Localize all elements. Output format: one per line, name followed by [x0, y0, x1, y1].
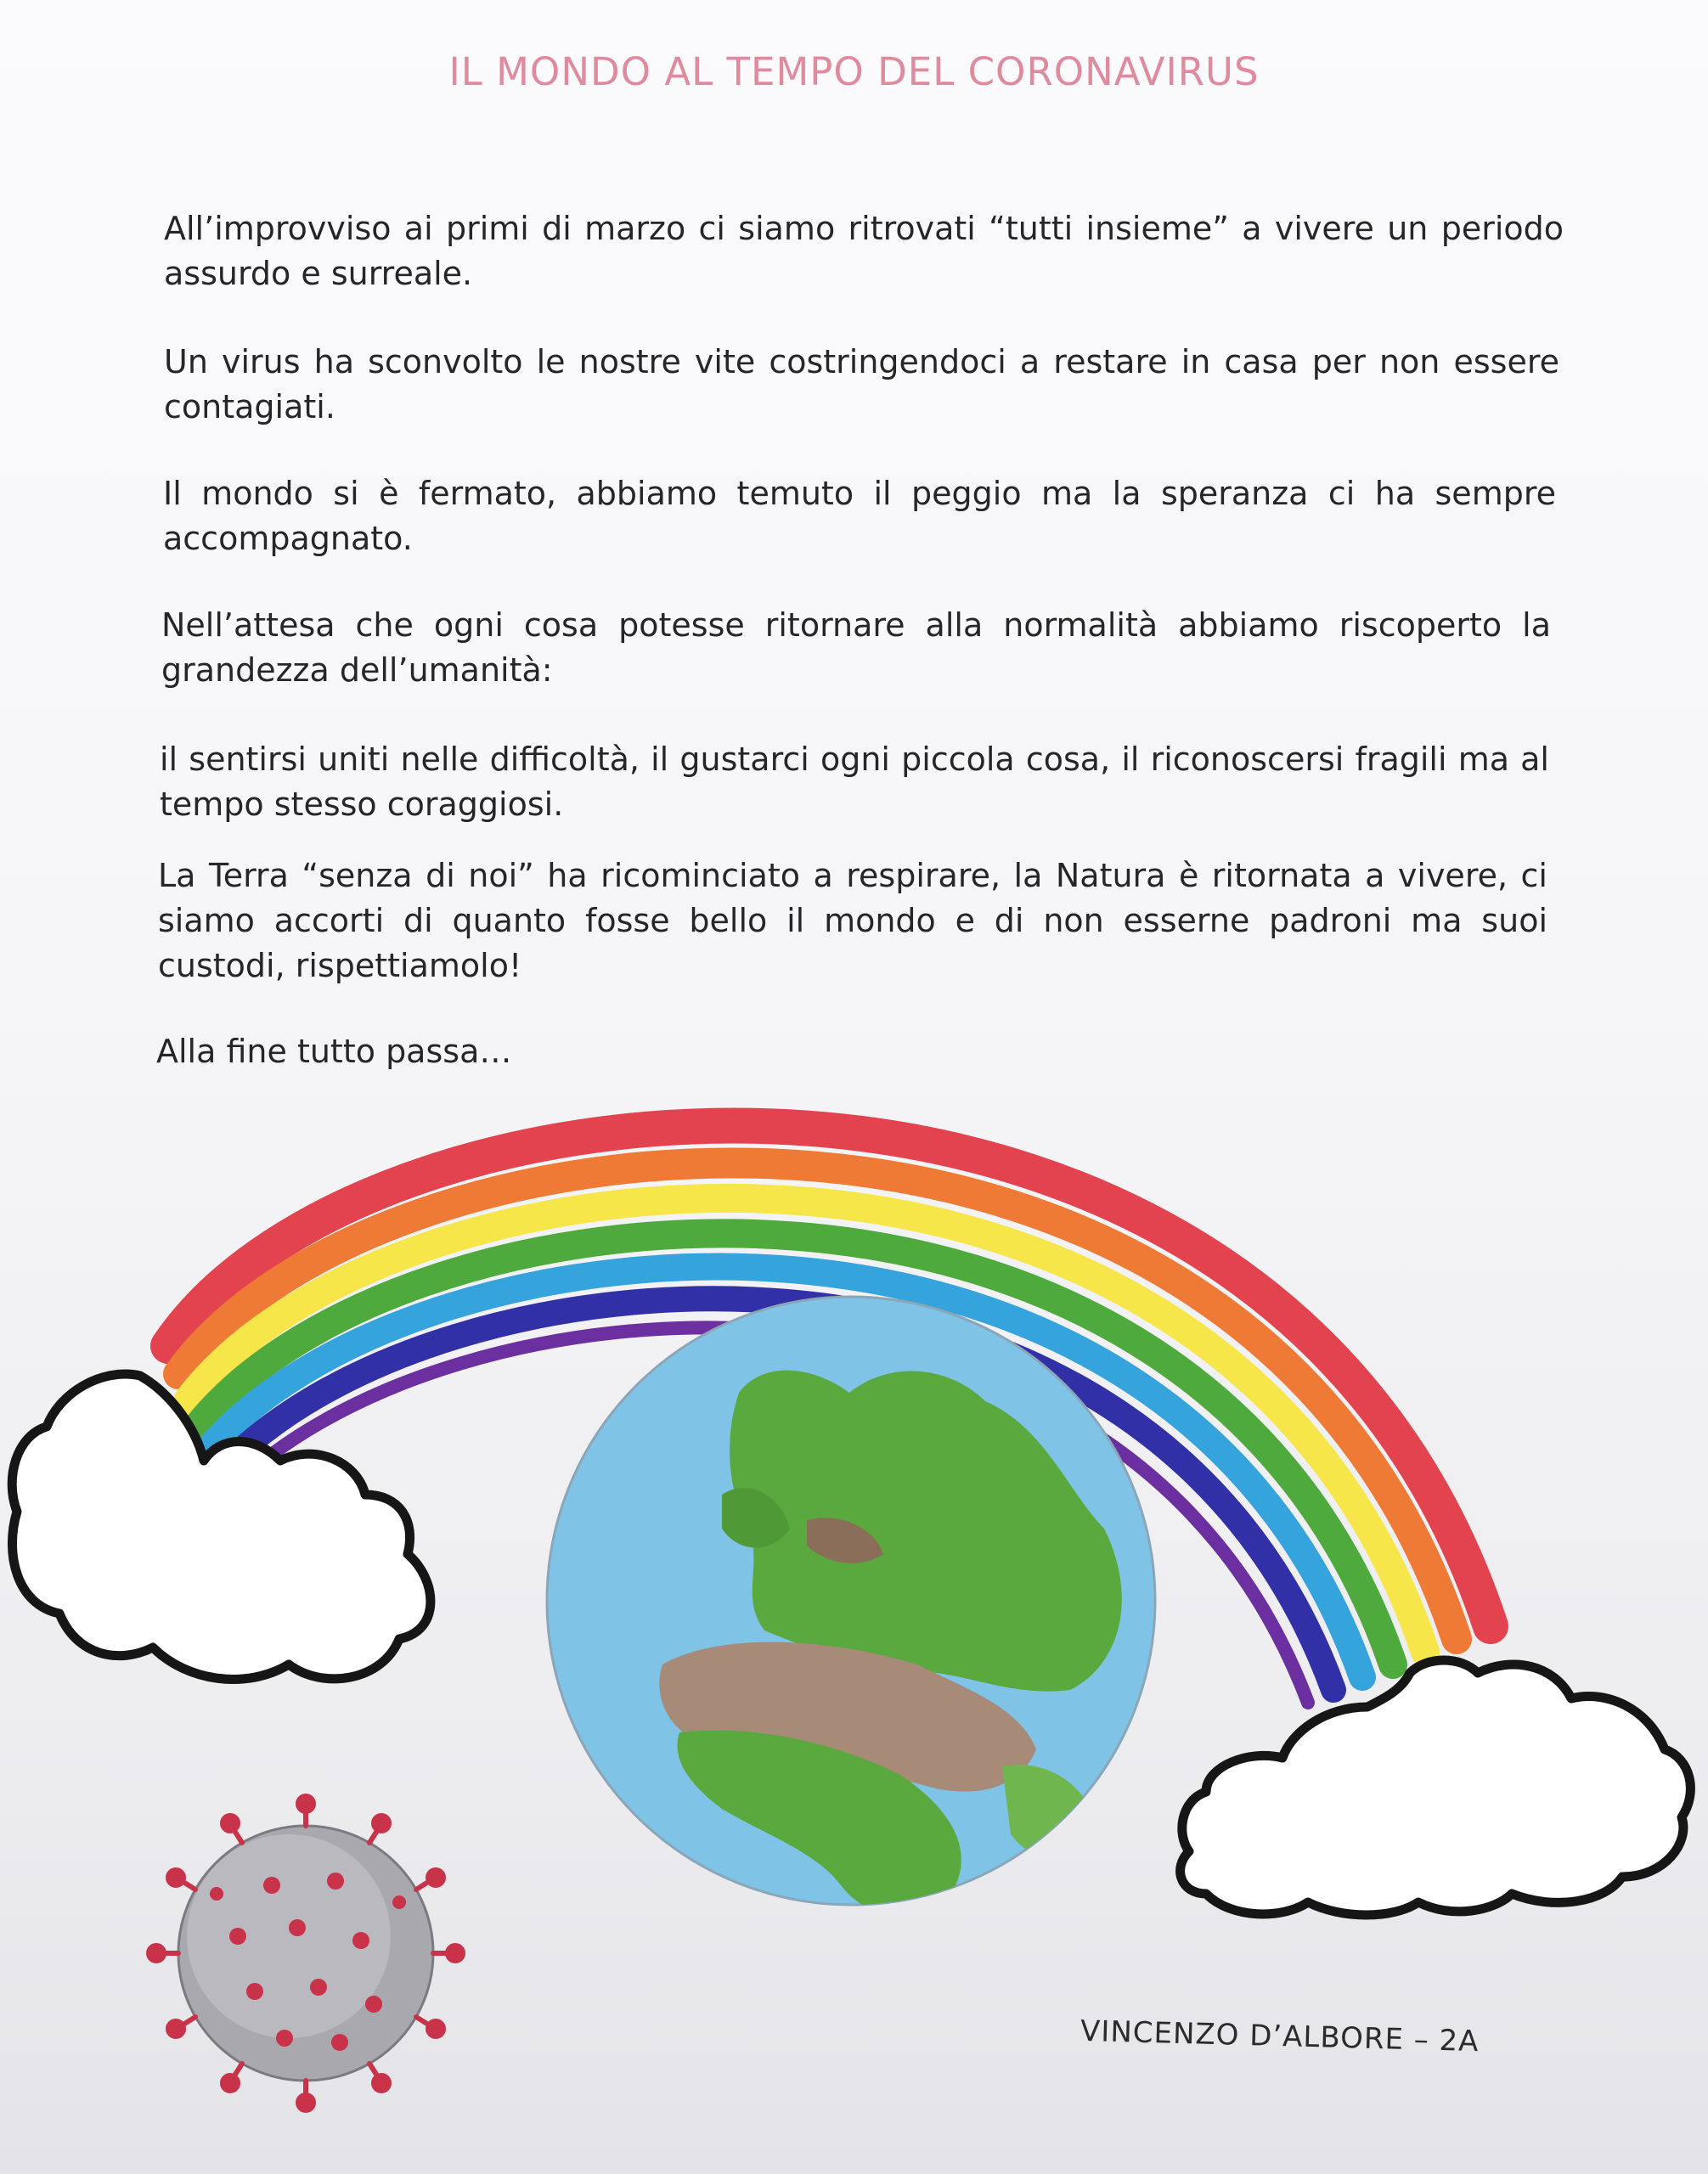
- paragraph-2: Un virus ha sconvolto le nostre vite costringendoci a restare in casa per non essere contagiati.: [164, 343, 1559, 425]
- paragraph-1: All’improvviso ai primi di marzo ci siamo ritrovati “tutti insieme” a vivere un periodo assurdo e surreale.: [164, 210, 1564, 292]
- drawing: [0, 1053, 1708, 2174]
- author-signature: VINCENZO D’ALBORE – 2A: [1079, 2013, 1480, 2059]
- paragraph-3: Il mondo si è fermato, abbiamo temuto il peggio ma la speranza ci ha sempre accompagnato.: [163, 475, 1556, 557]
- paragraph-5: il sentirsi uniti nelle difficoltà, il gustarci ogni piccola cosa, il riconoscersi fragili ma al tempo stesso coraggiosi.: [160, 741, 1549, 823]
- page-title: IL MONDO AL TEMPO DEL CORONAVIRUS: [448, 49, 1260, 94]
- paragraph-7: Alla fine tutto passa…: [156, 1033, 512, 1070]
- paragraph-4: Nell’attesa che ogni cosa potesse ritornare alla normalità abbiamo riscoperto la grandezza dell’umanità:: [161, 606, 1551, 689]
- cloud-icon: [1181, 1660, 1691, 1915]
- earth-globe-icon: [547, 1297, 1155, 1915]
- coronavirus-icon: [149, 1796, 463, 2110]
- paragraph-6: La Terra “senza di noi” ha ricominciato a respirare, la Natura è ritornata a vivere, ci siamo accorti di quanto fosse bello il mondo e di non esserne padroni ma suoi custodi, rispettiamolo!: [158, 857, 1547, 984]
